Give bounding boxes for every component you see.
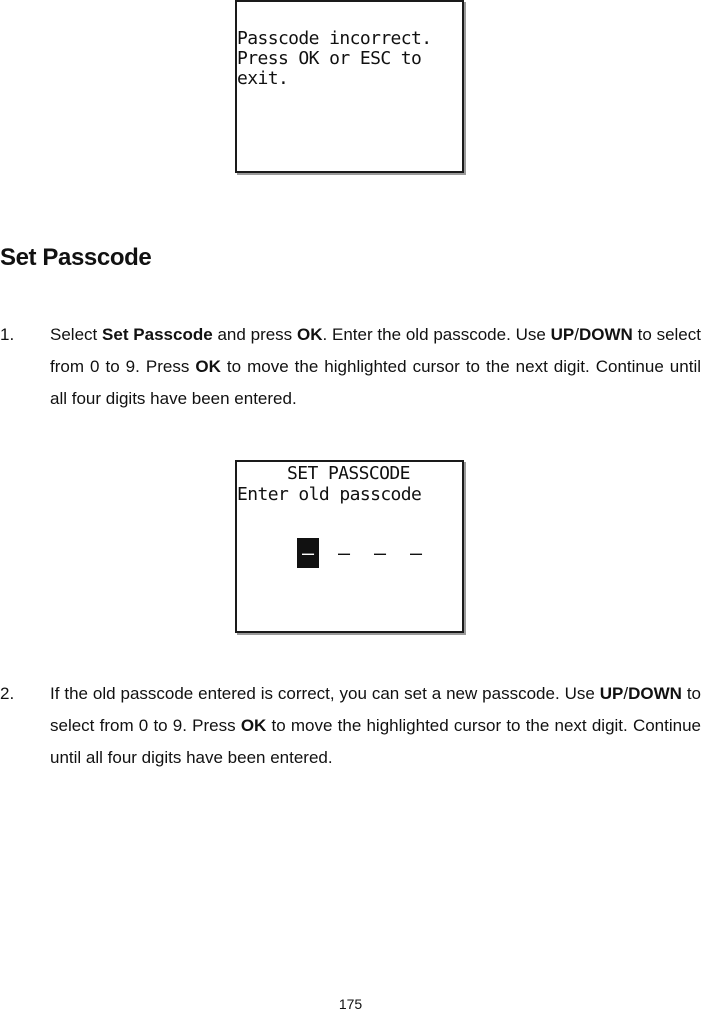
page-number: 175 xyxy=(338,996,363,1012)
lcd-prompt: Enter old passcode xyxy=(237,484,422,505)
set-passcode-screen xyxy=(235,460,464,633)
step-number: 2. xyxy=(0,684,15,703)
lcd-line: exit. xyxy=(237,68,289,89)
lcd-line: Passcode incorrect. xyxy=(237,28,432,49)
digit-slot: — xyxy=(337,540,351,565)
passcode-incorrect-screen xyxy=(235,0,464,173)
step-number: 1. xyxy=(0,325,15,344)
digit-slot: — xyxy=(409,540,423,565)
step-text: If the old passcode entered is correct, you can set a new passcode. Use UP/DOWN to select from 0 to 9. Press OK to move the highlighted cursor to the next digit. Continue until all four digits have been entered. xyxy=(50,684,701,767)
digit-cursor: — xyxy=(297,538,319,568)
lcd-title: SET PASSCODE xyxy=(287,463,410,484)
section-heading: Set Passcode xyxy=(0,244,152,271)
step-text: Select Set Passcode and press OK. Enter the old passcode. Use UP/DOWN to select from 0 to 9. Press OK to move the highlighted cursor to the next digit. Continue until all four digits have been entered. xyxy=(50,325,701,408)
digit-slot: — xyxy=(373,540,387,565)
passcode-digits xyxy=(297,538,427,568)
lcd-line: Press OK or ESC to xyxy=(237,48,422,69)
